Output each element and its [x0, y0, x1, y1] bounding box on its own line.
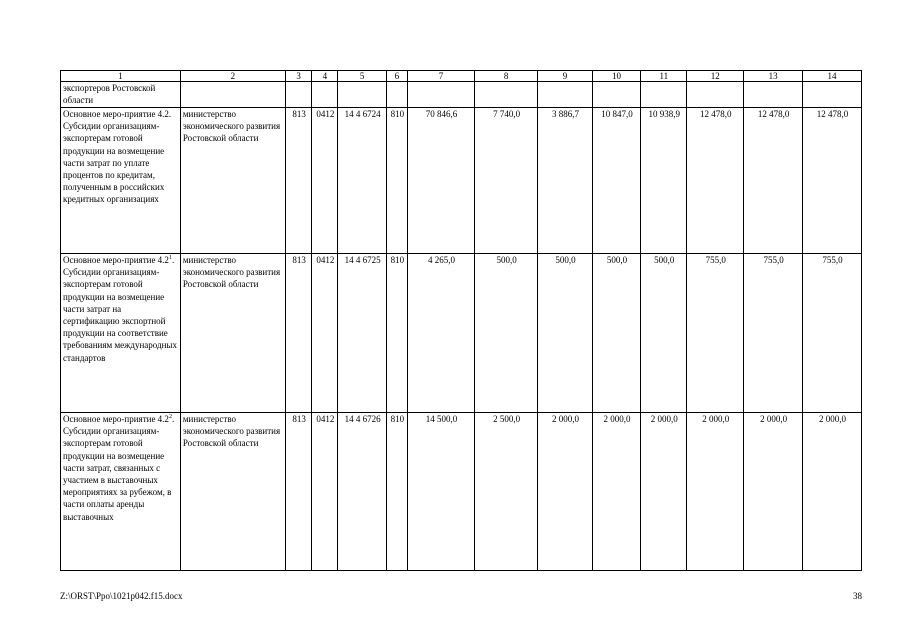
activity-name-cell — [61, 108, 181, 254]
amount-cell: 2 500,0 — [475, 413, 538, 571]
table-cell — [803, 82, 862, 108]
total-amount-cell: 70 846,6 — [407, 108, 474, 254]
executor-cell: министерство экономического развития Ростовской области — [180, 254, 285, 413]
activity-name-cell — [61, 413, 181, 571]
header-cell: 11 — [641, 71, 687, 82]
amount-cell: 7 740,0 — [475, 108, 538, 254]
activity-description: Субсидии организациям-экспортерам готовой продукции на возмещение части затрат по уплате процентов по кредитам, полученным в российских кредитных организациях — [63, 121, 165, 205]
section-code-cell: 0412 — [312, 413, 338, 571]
amount-cell: 500,0 — [592, 254, 640, 413]
header-cell: 14 — [803, 71, 862, 82]
total-amount-cell: 14 500,0 — [407, 413, 474, 571]
header-cell: 4 — [312, 71, 338, 82]
activity-name-cell — [61, 254, 181, 413]
amount-cell: 500,0 — [538, 254, 593, 413]
amount-cell: 10 847,0 — [592, 108, 640, 254]
header-cell: 3 — [285, 71, 311, 82]
table-cell — [285, 82, 311, 108]
table-cell — [641, 82, 687, 108]
amount-cell: 755,0 — [803, 254, 862, 413]
table-cell — [475, 82, 538, 108]
amount-cell: 500,0 — [475, 254, 538, 413]
activity-superscript: 1 — [168, 255, 172, 261]
expense-type-cell: 810 — [386, 413, 407, 571]
activity-name-cell: экспортеров Ростовской области — [61, 82, 181, 108]
target-article-cell: 14 4 6726 — [338, 413, 386, 571]
header-cell: 5 — [338, 71, 386, 82]
header-cell: 10 — [592, 71, 640, 82]
table-cell — [338, 82, 386, 108]
section-code-cell: 0412 — [312, 108, 338, 254]
table-cell — [592, 82, 640, 108]
activity-superscript: 2 — [168, 414, 172, 420]
amount-cell: 2 000,0 — [687, 413, 744, 571]
table-cell — [180, 82, 285, 108]
expense-type-cell: 810 — [386, 254, 407, 413]
expense-type-cell: 810 — [386, 108, 407, 254]
table-cell — [744, 82, 803, 108]
amount-cell: 12 478,0 — [687, 108, 744, 254]
amount-cell: 2 000,0 — [538, 413, 593, 571]
amount-cell: 3 886,7 — [538, 108, 593, 254]
header-cell: 12 — [687, 71, 744, 82]
amount-cell: 755,0 — [744, 254, 803, 413]
amount-cell: 2 000,0 — [744, 413, 803, 571]
table-cell — [407, 82, 474, 108]
amount-cell: 500,0 — [641, 254, 687, 413]
header-cell: 1 — [61, 71, 181, 82]
amount-cell: 12 478,0 — [744, 108, 803, 254]
amount-cell: 2 000,0 — [803, 413, 862, 571]
header-cell: 2 — [180, 71, 285, 82]
table-cell — [386, 82, 407, 108]
activity-description: . Субсидии организациям-экспортерам готовой продукции на возмещение части затрат на сертификацию экспортной продукции на соответствие требованиям международных стандартов — [63, 255, 177, 363]
header-cell: 7 — [407, 71, 474, 82]
page-number: 38 — [853, 591, 862, 601]
activity-title: Основное меро-приятие 4.2 — [63, 414, 169, 424]
activity-title: Основное меро-приятие 4.2. — [63, 109, 172, 119]
amount-cell: 12 478,0 — [803, 108, 862, 254]
table-row — [61, 413, 862, 571]
grbs-code-cell: 813 — [285, 254, 311, 413]
amount-cell: 755,0 — [687, 254, 744, 413]
table-cell — [687, 82, 744, 108]
file-path-footer: Z:\ORST\Ppo\1021p042.f15.docx — [60, 591, 183, 601]
total-amount-cell: 4 265,0 — [407, 254, 474, 413]
table-cell — [538, 82, 593, 108]
header-cell: 9 — [538, 71, 593, 82]
activity-description: . Субсидии организациям-экспортерам готовой продукции на возмещение части затрат, связанных с участием в выставочных мероприятиях за рубежом, в части оплаты аренды выставочных — [63, 414, 175, 522]
activity-title: Основное меро-приятие 4.2 — [63, 255, 169, 265]
target-article-cell: 14 4 6725 — [338, 254, 386, 413]
header-row — [61, 71, 862, 82]
header-cell: 13 — [744, 71, 803, 82]
target-article-cell: 14 4 6724 — [338, 108, 386, 254]
table-cell — [312, 82, 338, 108]
grbs-code-cell: 813 — [285, 413, 311, 571]
amount-cell: 10 938,9 — [641, 108, 687, 254]
executor-cell: министерство экономического развития Ростовской области — [180, 413, 285, 571]
table-row — [61, 108, 862, 254]
section-code-cell: 0412 — [312, 254, 338, 413]
header-cell: 6 — [386, 71, 407, 82]
amount-cell: 2 000,0 — [641, 413, 687, 571]
budget-table — [60, 70, 862, 571]
table-row — [61, 82, 862, 108]
executor-cell: министерство экономического развития Ростовской области — [180, 108, 285, 254]
grbs-code-cell: 813 — [285, 108, 311, 254]
header-cell: 8 — [475, 71, 538, 82]
table-row — [61, 254, 862, 413]
amount-cell: 2 000,0 — [592, 413, 640, 571]
